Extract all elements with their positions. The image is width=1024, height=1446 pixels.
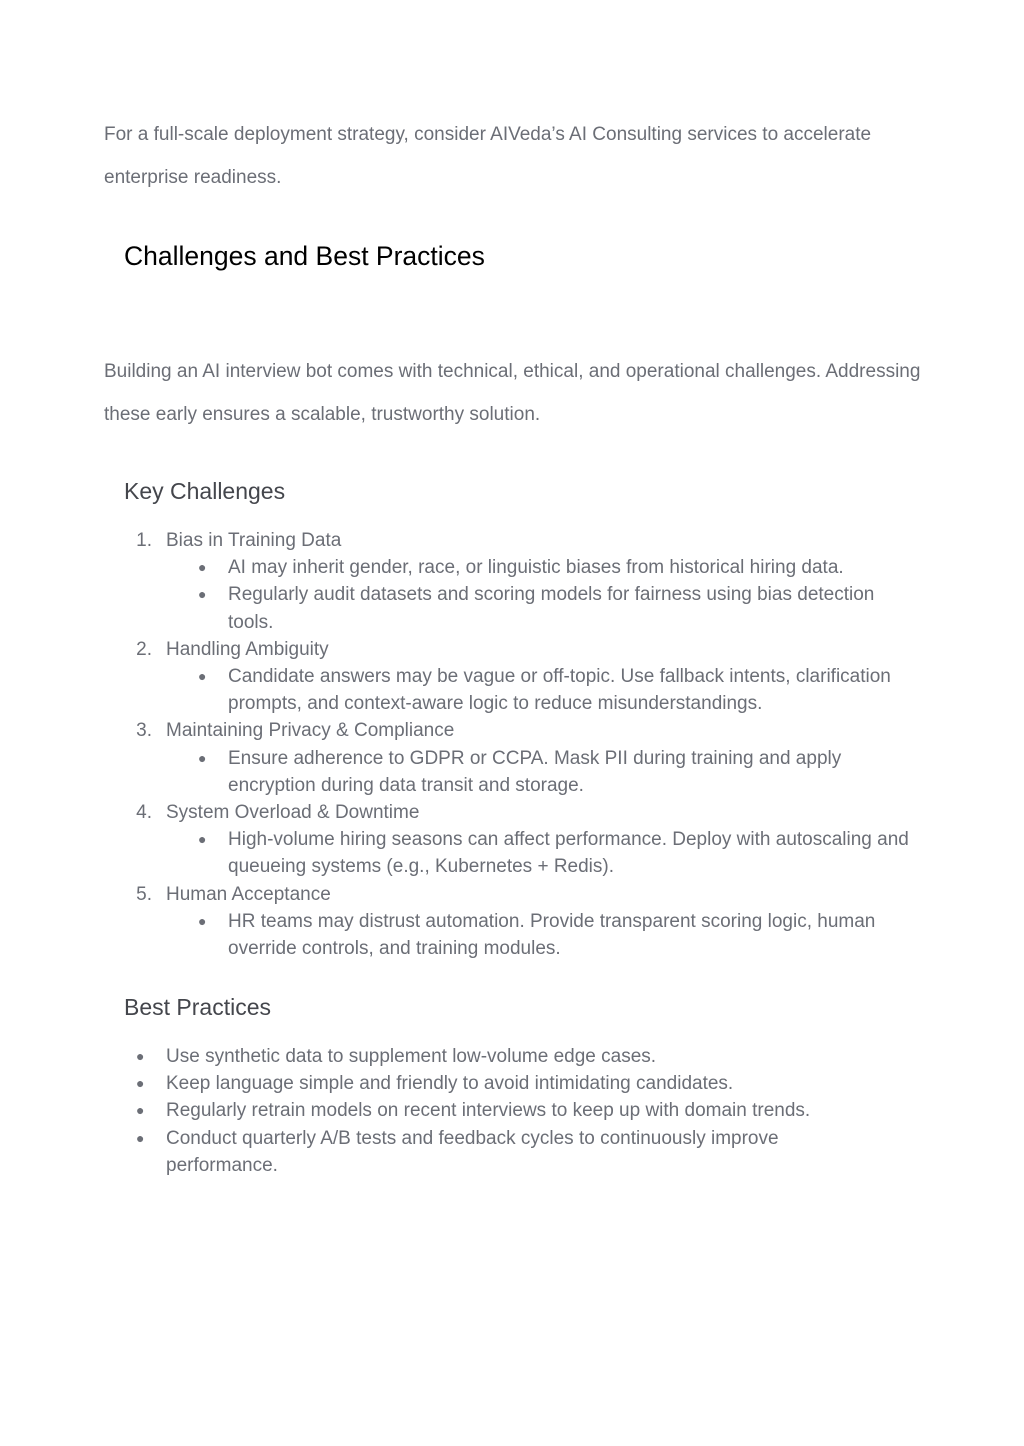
challenge-points	[124, 745, 924, 799]
best-practice-text: Keep language simple and friendly to avoid intimidating candidates.	[166, 1073, 734, 1095]
bullet-icon: ●	[198, 831, 207, 848]
challenge-item	[124, 799, 924, 881]
challenge-points	[124, 554, 924, 636]
key-challenges-heading: Key Challenges	[124, 478, 286, 504]
challenge-point	[124, 663, 924, 717]
challenge-title: Maintaining Privacy & Compliance	[166, 720, 455, 742]
challenge-point	[124, 826, 924, 880]
bullet-icon: ●	[198, 559, 207, 576]
challenge-points	[124, 908, 924, 962]
list-number: 1.	[136, 530, 152, 551]
best-practices-heading: Best Practices	[124, 994, 271, 1020]
challenge-point	[124, 908, 924, 962]
list-number: 5.	[136, 883, 152, 905]
bullet-icon: ●	[136, 1075, 145, 1092]
challenge-points	[124, 826, 924, 880]
best-practice-item	[124, 1043, 884, 1070]
list-number: 4.	[136, 802, 152, 824]
point-text: Candidate answers may be vague or off-topic. Use fallback intents, clarification prompts, and context-aware logic to reduce misunderstandings.	[228, 666, 891, 715]
key-challenges-list	[124, 527, 924, 962]
challenge-title: System Overload & Downtime	[166, 802, 420, 824]
challenge-item	[124, 636, 924, 718]
bullet-icon: ●	[136, 1048, 145, 1064]
challenges-intro-paragraph: Building an AI interview bot comes with technical, ethical, and operational challenges. Addressing these early ensures a scalable, trustworthy solution.	[104, 361, 921, 425]
best-practice-text: Regularly retrain models on recent interviews to keep up with domain trends.	[166, 1100, 811, 1122]
challenge-title: Human Acceptance	[166, 883, 331, 905]
challenge-item	[124, 717, 924, 799]
point-text: Regularly audit datasets and scoring models for fairness using bias detection tools.	[228, 584, 875, 633]
challenge-item	[124, 527, 924, 636]
list-number: 3.	[136, 720, 152, 742]
challenge-points	[124, 663, 924, 717]
point-text: High-volume hiring seasons can affect performance. Deploy with autoscaling and queueing systems (e.g., Kubernetes + Redis).	[228, 829, 909, 878]
best-practice-text: Conduct quarterly A/B tests and feedback cycles to continuously improve performance.	[166, 1127, 779, 1176]
challenge-item	[124, 881, 924, 963]
best-practice-item	[124, 1070, 884, 1097]
list-number: 2.	[136, 638, 152, 660]
point-text: Ensure adherence to GDPR or CCPA. Mask PII during training and apply encryption during data transit and storage.	[228, 747, 842, 796]
bullet-icon: ●	[198, 749, 207, 766]
challenge-point	[124, 554, 924, 581]
point-text: HR teams may distrust automation. Provide transparent scoring logic, human override controls, and training modules.	[228, 910, 876, 960]
point-text: AI may inherit gender, race, or linguistic biases from historical hiring data.	[228, 557, 844, 579]
challenge-title: Bias in Training Data	[166, 530, 342, 551]
section-heading: Challenges and Best Practices	[124, 241, 485, 271]
bullet-icon: ●	[198, 586, 207, 603]
best-practice-item	[124, 1097, 884, 1124]
bullet-icon: ●	[198, 912, 207, 929]
challenge-point	[124, 581, 924, 635]
challenge-title: Handling Ambiguity	[166, 638, 329, 660]
best-practice-text: Use synthetic data to supplement low-volume edge cases.	[166, 1046, 657, 1067]
challenge-point	[124, 745, 924, 799]
intro-paragraph: For a full-scale deployment strategy, consider AIVeda’s AI Consulting services to accelerate enterprise readiness.	[104, 124, 872, 188]
best-practice-item	[124, 1125, 884, 1179]
bullet-icon: ●	[136, 1102, 145, 1119]
bullet-icon: ●	[136, 1129, 145, 1146]
best-practices-list	[124, 1043, 884, 1179]
bullet-icon: ●	[198, 668, 207, 685]
